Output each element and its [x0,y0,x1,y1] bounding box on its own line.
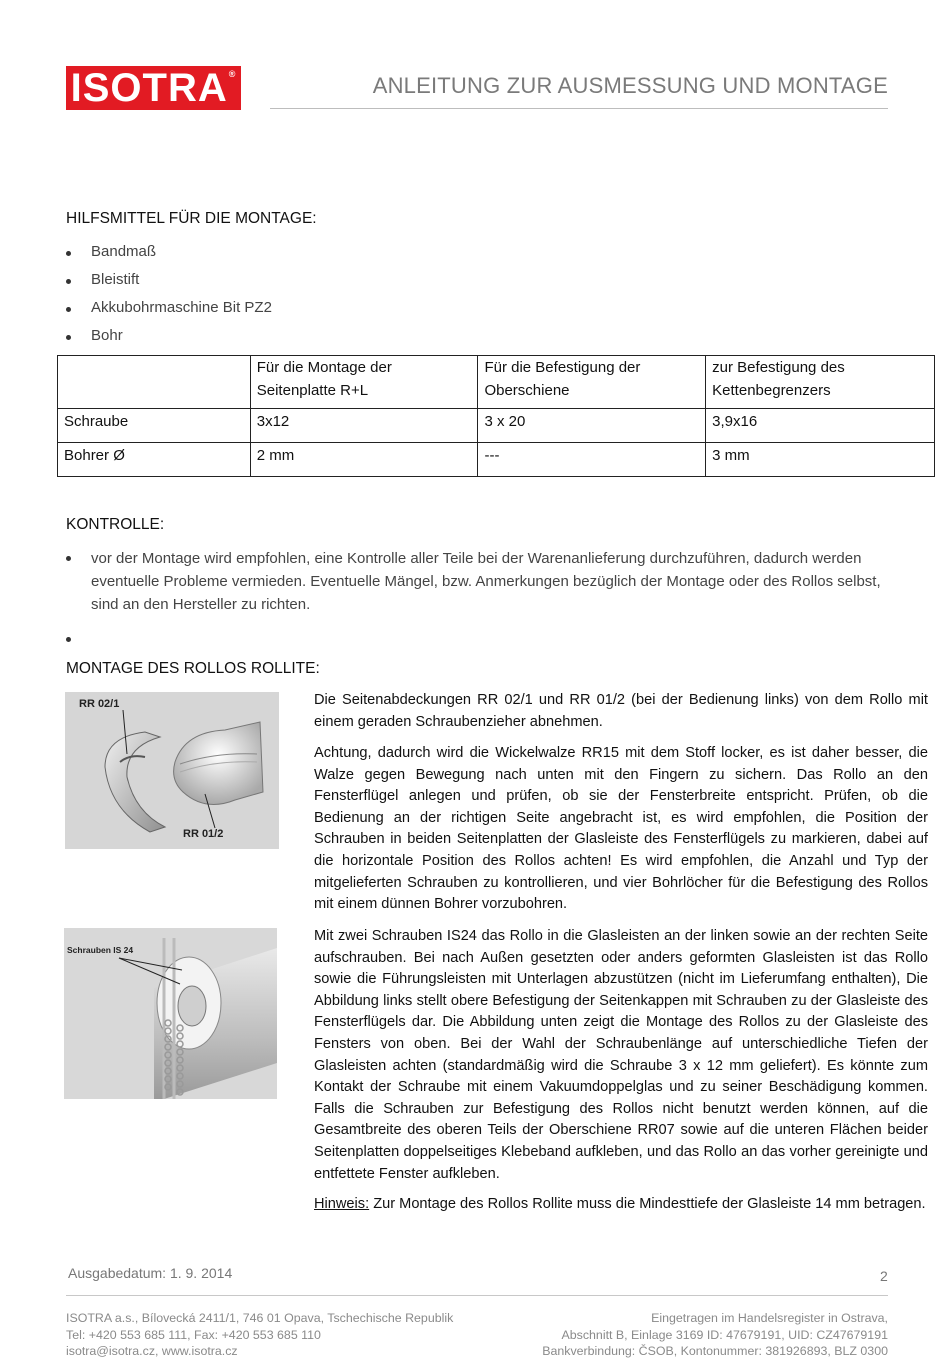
isotra-logo [66,66,241,110]
bullet-icon [66,279,71,284]
table-row [58,409,935,443]
tools-heading: HILFSMITTEL FÜR DIE MONTAGE: [66,210,317,227]
list-item: Bohr [66,327,766,355]
tools-list [66,243,766,355]
bullet-icon [66,307,71,312]
label-rr-02-1: RR 02/1 [79,698,120,710]
side-cover-illustration [65,692,279,849]
registration-ids-line: Abschnitt B, Einlage 3169 ID: 47679191, UID: CZ47679191 [561,1327,888,1342]
control-heading: KONTROLLE: [66,516,165,533]
table-cell [58,356,251,409]
contact-line: isotra@isotra.cz, www.isotra.cz [66,1344,238,1358]
title-divider [270,108,888,109]
bullet-icon [66,251,71,256]
table-header-cell: Für die Montage der Seitenplatte R+L [250,356,478,409]
bullet-icon [66,335,71,340]
issue-date: Ausgabedatum: 1. 9. 2014 [68,1265,233,1281]
bullet-icon [66,556,71,561]
table-cell: Schraube [58,409,251,443]
table-cell: 3 x 20 [478,409,706,443]
mounting-heading: MONTAGE DES ROLLOS ROLLITE: [66,660,320,677]
paragraph-screws: Mit zwei Schrauben IS24 das Rollo in die Glasleisten an der linken sowie an der rechten Seite aufschrauben. Bei nach Außen gesetzten oder anders geformten Glasleisten ist das Rollo sowie die Führungsleisten mit Unterlagen abzustützen (nicht im Lieferumfang enthalten), Die Abbildung links stellt obere Befestigung der Seitenkappen mit Schrauben zu der Glasleiste des Fensterflügels dar. Die Abbildung unten zeigt die Montage des Rollos zu der Glasleiste des Fensters von oben. Bei der Wahl der Schraubenlänge auf unterschiedliche Tiefen der Glasleisten achten (standardmäßig wird die Schraube 3 x 12 mm geliefert). Es könnte zum Kontakt der Schraube mit einem Vakuumdoppelglas und zu seiner Beschädigung kommen. Falls die Schrauben zur Befestigung des Rollos nicht benutzt werden können, auf die Gesamtbreite des oberen Teils der Oberschiene RR07 sowie auf die unteren Flächen beider Seitenplatten doppelseitiges Klebeband aufkleben, und das Rollo an das vorher gereinigte und entfettete Fenster aufkleben. [314,928,928,1182]
page-number: 2 [880,1268,888,1284]
table-row [58,443,935,477]
table-cell: 3x12 [250,409,478,443]
table-cell: --- [478,443,706,477]
address-line: ISOTRA a.s., Bílovecká 2411/1, 746 01 Opava, Tschechische Republik [66,1311,454,1325]
table-header-row [58,356,935,409]
note-text: Zur Montage des Rollos Rollite muss die Mindesttiefe der Glasleiste 14 mm betragen. [369,1196,926,1212]
document-title: ANLEITUNG ZUR AUSMESSUNG UND MONTAGE [372,73,888,98]
label-rr-01-2: RR 01/2 [183,828,224,840]
list-item: Akkubohrmaschine Bit PZ2 [66,299,766,327]
note-label: Hinweis: [314,1196,370,1212]
side-cover-drawing [65,692,279,849]
table-cell: Bohrer Ø [58,443,251,477]
screw-mounting-illustration [64,928,277,1099]
bank-line: Bankverbindung: ČSOB, Kontonummer: 381926893, BLZ 0300 [542,1344,888,1358]
footer-divider [66,1295,888,1296]
company-address [66,1310,496,1360]
table-header-cell: zur Befestigung des Kettenbegrenzers [706,356,935,409]
list-item: Bandmaß [66,243,766,271]
register-line: Eingetragen im Handelsregister in Ostrava, [651,1311,888,1325]
table-cell: 3 mm [706,443,935,477]
control-list [66,547,901,651]
paragraph-remove-covers: Die Seitenabdeckungen RR 02/1 und RR 01/2 (bei der Bedienung links) von dem Rollo mit einem geraden Schraubenzieher abnehmen. [314,692,928,730]
note-paragraph [314,1194,928,1216]
list-item [66,628,901,651]
logo-text: ISOTRA [70,66,228,110]
company-registration [458,1310,888,1360]
tools-table [57,355,935,477]
phone-line: Tel: +420 553 685 111, Fax: +420 553 685 110 [66,1327,321,1342]
table-cell: 2 mm [250,443,478,477]
label-schrauben-is24: Schrauben IS 24 [67,945,134,955]
list-item: Bleistift [66,271,766,299]
table-header-cell: Für die Befestigung der Oberschiene [478,356,706,409]
paragraph-attention: Achtung, dadurch wird die Wickelwalze RR15 mit dem Stoff locker, es ist daher besser, die Walze gegen Bewegung nach unten mit den Fingern zu sichern. Das Rollo an den Fensterflügel anlegen und prüfen, ob sie der Fensterbreite entspricht. Prüfen, ob die Bedienung an der richtigen Seite angebracht ist, es wird empfohlen, die Position der Schrauben in beiden Seitenplatten der Glasleiste des Fensterflügels zu markieren, dabei auf die horizontale Position des Rollos achten! Es wird empfohlen, die Anzahl und Typ der mitgelieferten Schrauben zu kontrollieren, und vier Bohrlöcher für die Befestigung des Rollos mit einem dünnen Bohrer vorzubohren. [314,745,928,913]
bullet-icon [66,637,71,642]
list-item: vor der Montage wird empfohlen, eine Kontrolle aller Teile bei der Warenanlieferung durchzuführen, dadurch werden eventuelle Probleme vermieden. Eventuelle Mängel, bzw. Anmerkungen bezüglich der Montage oder des Rollos selbst, sind an den Hersteller zu richten. [66,547,901,616]
table-cell: 3,9x16 [706,409,935,443]
registered-mark: ® [228,69,237,79]
